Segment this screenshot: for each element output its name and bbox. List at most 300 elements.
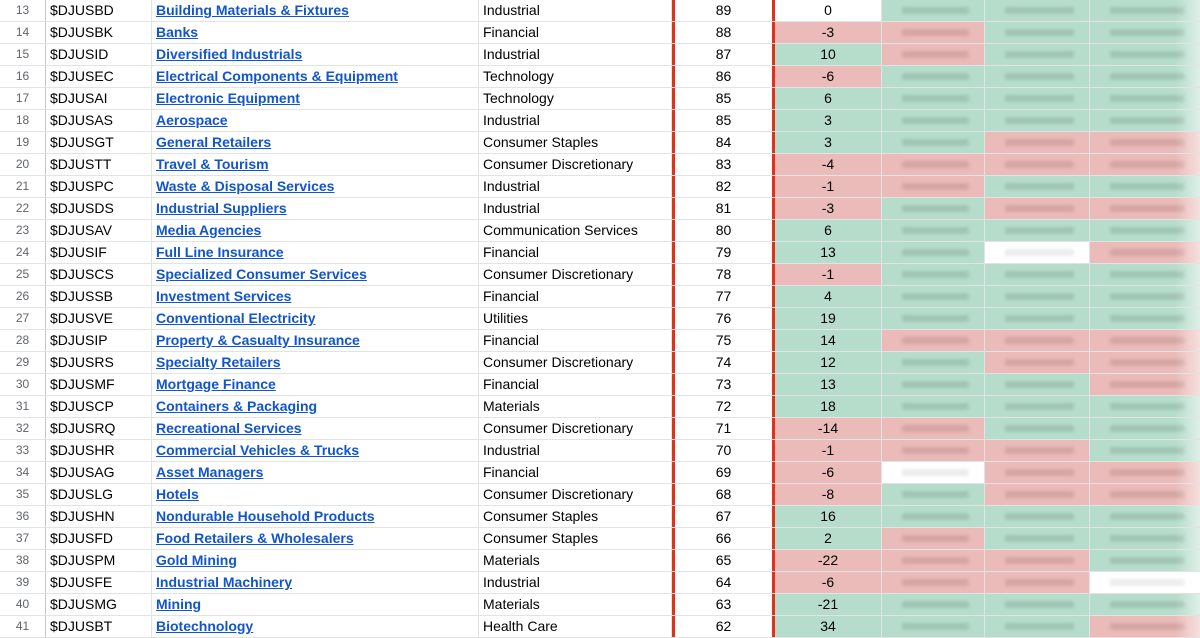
blurred-cell-2[interactable] <box>985 594 1090 615</box>
blurred-cell-1[interactable] <box>882 484 985 505</box>
industry-name-cell[interactable] <box>152 132 479 153</box>
score-cell[interactable]: 84 <box>672 132 775 153</box>
score-cell[interactable]: 63 <box>672 594 775 615</box>
ticker-cell[interactable]: $DJUSFE <box>46 572 152 593</box>
blurred-cell-3[interactable] <box>1090 308 1200 329</box>
blurred-cell-3[interactable] <box>1090 396 1200 417</box>
blurred-cell-1[interactable] <box>882 22 985 43</box>
sector-cell[interactable]: Financial <box>479 22 672 43</box>
delta-cell[interactable]: -6 <box>775 462 882 483</box>
industry-link[interactable]: Industrial Machinery <box>156 574 293 590</box>
blurred-cell-2[interactable] <box>985 220 1090 241</box>
blurred-cell-2[interactable] <box>985 506 1090 527</box>
blurred-cell-2[interactable] <box>985 330 1090 351</box>
delta-cell[interactable]: -21 <box>775 594 882 615</box>
delta-cell[interactable]: 0 <box>775 0 882 21</box>
ticker-cell[interactable]: $DJUSSB <box>46 286 152 307</box>
blurred-cell-2[interactable] <box>985 264 1090 285</box>
industry-link[interactable]: Mortgage Finance <box>156 376 276 392</box>
blurred-cell-2[interactable] <box>985 176 1090 197</box>
industry-name-cell[interactable] <box>152 572 479 593</box>
ticker-cell[interactable]: $DJUSRQ <box>46 418 152 439</box>
industry-name-cell[interactable] <box>152 418 479 439</box>
blurred-cell-1[interactable] <box>882 572 985 593</box>
delta-cell[interactable]: -1 <box>775 176 882 197</box>
sector-cell[interactable]: Financial <box>479 374 672 395</box>
redacted-content <box>902 535 969 542</box>
blurred-cell-2[interactable] <box>985 286 1090 307</box>
delta-cell[interactable]: 16 <box>775 506 882 527</box>
redacted-content <box>902 447 969 454</box>
row-number[interactable]: 17 <box>0 88 46 109</box>
blurred-cell-1[interactable] <box>882 330 985 351</box>
blurred-cell-2[interactable] <box>985 440 1090 461</box>
blurred-cell-1[interactable] <box>882 528 985 549</box>
table-row <box>0 484 1200 506</box>
ticker-cell[interactable]: $DJUSAG <box>46 462 152 483</box>
row-number[interactable]: 35 <box>0 484 46 505</box>
sector-cell[interactable]: Industrial <box>479 110 672 131</box>
industry-name-cell[interactable] <box>152 242 479 263</box>
row-number[interactable]: 29 <box>0 352 46 373</box>
score-cell[interactable]: 67 <box>672 506 775 527</box>
delta-cell[interactable]: 3 <box>775 110 882 131</box>
industry-link[interactable]: Full Line Insurance <box>156 244 284 260</box>
ticker-cell[interactable]: $DJUSBT <box>46 616 152 637</box>
ticker-cell[interactable]: $DJUSTT <box>46 154 152 175</box>
ticker-cell[interactable]: $DJUSIF <box>46 242 152 263</box>
blurred-cell-2[interactable] <box>985 88 1090 109</box>
sector-cell[interactable]: Materials <box>479 396 672 417</box>
blurred-cell-3[interactable] <box>1090 198 1200 219</box>
sector-cell[interactable]: Consumer Discretionary <box>479 154 672 175</box>
delta-cell[interactable]: 3 <box>775 132 882 153</box>
ticker-cell[interactable]: $DJUSCS <box>46 264 152 285</box>
blurred-cell-2[interactable] <box>985 550 1090 571</box>
redacted-content <box>1005 579 1074 586</box>
ticker-cell[interactable]: $DJUSBK <box>46 22 152 43</box>
blurred-cell-1[interactable] <box>882 88 985 109</box>
score-cell[interactable]: 72 <box>672 396 775 417</box>
sector-cell[interactable]: Communication Services <box>479 220 672 241</box>
sector-cell[interactable]: Financial <box>479 242 672 263</box>
sector-cell[interactable]: Technology <box>479 66 672 87</box>
delta-cell[interactable]: 34 <box>775 616 882 637</box>
blurred-cell-3[interactable] <box>1090 484 1200 505</box>
blurred-cell-2[interactable] <box>985 132 1090 153</box>
blurred-cell-1[interactable] <box>882 418 985 439</box>
blurred-cell-2[interactable] <box>985 374 1090 395</box>
score-cell[interactable]: 88 <box>672 22 775 43</box>
industry-link[interactable]: Industrial Suppliers <box>156 200 287 216</box>
blurred-cell-1[interactable] <box>882 616 985 637</box>
blurred-cell-1[interactable] <box>882 220 985 241</box>
blurred-cell-2[interactable] <box>985 484 1090 505</box>
industry-link[interactable]: Electronic Equipment <box>156 90 300 106</box>
row-number[interactable]: 18 <box>0 110 46 131</box>
industry-name-cell[interactable] <box>152 462 479 483</box>
ticker-cell[interactable]: $DJUSPC <box>46 176 152 197</box>
industry-name-cell[interactable] <box>152 594 479 615</box>
industry-link[interactable]: Waste & Disposal Services <box>156 178 335 194</box>
industry-name-cell[interactable] <box>152 22 479 43</box>
industry-name-cell[interactable] <box>152 484 479 505</box>
score-cell[interactable]: 69 <box>672 462 775 483</box>
blurred-cell-2[interactable] <box>985 0 1090 21</box>
row-number[interactable]: 15 <box>0 44 46 65</box>
industry-link[interactable]: Asset Managers <box>156 464 264 480</box>
ticker-cell[interactable]: $DJUSMF <box>46 374 152 395</box>
blurred-cell-1[interactable] <box>882 242 985 263</box>
ticker-cell[interactable]: $DJUSHN <box>46 506 152 527</box>
industry-name-cell[interactable] <box>152 66 479 87</box>
row-number[interactable]: 19 <box>0 132 46 153</box>
industry-name-cell[interactable] <box>152 88 479 109</box>
row-number[interactable]: 22 <box>0 198 46 219</box>
blurred-cell-3[interactable] <box>1090 242 1200 263</box>
row-number[interactable]: 36 <box>0 506 46 527</box>
delta-cell[interactable]: -6 <box>775 572 882 593</box>
score-cell[interactable]: 79 <box>672 242 775 263</box>
blurred-cell-2[interactable] <box>985 572 1090 593</box>
ticker-cell[interactable]: $DJUSEC <box>46 66 152 87</box>
sector-cell[interactable]: Technology <box>479 88 672 109</box>
blurred-cell-1[interactable] <box>882 0 985 21</box>
blurred-cell-2[interactable] <box>985 616 1090 637</box>
ticker-cell[interactable]: $DJUSGT <box>46 132 152 153</box>
sector-cell[interactable]: Health Care <box>479 616 672 637</box>
blurred-cell-3[interactable] <box>1090 220 1200 241</box>
blurred-cell-3[interactable] <box>1090 330 1200 351</box>
score-cell[interactable]: 81 <box>672 198 775 219</box>
score-cell[interactable]: 64 <box>672 572 775 593</box>
ticker-cell[interactable]: $DJUSBD <box>46 0 152 21</box>
blurred-cell-2[interactable] <box>985 66 1090 87</box>
industry-name-cell[interactable] <box>152 550 479 571</box>
industry-link[interactable]: Mining <box>156 596 202 612</box>
sector-cell[interactable]: Consumer Discretionary <box>479 418 672 439</box>
blurred-cell-3[interactable] <box>1090 528 1200 549</box>
ticker-cell[interactable]: $DJUSFD <box>46 528 152 549</box>
blurred-cell-2[interactable] <box>985 418 1090 439</box>
blurred-cell-3[interactable] <box>1090 374 1200 395</box>
blurred-cell-2[interactable] <box>985 308 1090 329</box>
blurred-cell-3[interactable] <box>1090 616 1200 637</box>
industry-name-cell[interactable] <box>152 110 479 131</box>
blurred-cell-1[interactable] <box>882 462 985 483</box>
blurred-cell-1[interactable] <box>882 352 985 373</box>
industry-link[interactable]: Aerospace <box>156 112 228 128</box>
sector-cell[interactable]: Materials <box>479 550 672 571</box>
ticker-cell[interactable]: $DJUSPM <box>46 550 152 571</box>
industry-name-cell[interactable] <box>152 286 479 307</box>
ticker-cell[interactable]: $DJUSCP <box>46 396 152 417</box>
score-cell[interactable]: 78 <box>672 264 775 285</box>
delta-cell[interactable]: 19 <box>775 308 882 329</box>
industry-name-cell[interactable] <box>152 396 479 417</box>
row-number[interactable]: 30 <box>0 374 46 395</box>
ticker-cell[interactable]: $DJUSAS <box>46 110 152 131</box>
row-number[interactable]: 28 <box>0 330 46 351</box>
blurred-cell-2[interactable] <box>985 352 1090 373</box>
blurred-cell-3[interactable] <box>1090 352 1200 373</box>
ticker-cell[interactable]: $DJUSMG <box>46 594 152 615</box>
blurred-cell-2[interactable] <box>985 22 1090 43</box>
score-cell[interactable]: 76 <box>672 308 775 329</box>
blurred-cell-1[interactable] <box>882 176 985 197</box>
row-number[interactable]: 24 <box>0 242 46 263</box>
blurred-cell-3[interactable] <box>1090 110 1200 131</box>
ticker-cell[interactable]: $DJUSLG <box>46 484 152 505</box>
row-number[interactable]: 14 <box>0 22 46 43</box>
score-cell[interactable]: 75 <box>672 330 775 351</box>
delta-cell[interactable]: -14 <box>775 418 882 439</box>
delta-cell[interactable]: -1 <box>775 264 882 285</box>
blurred-cell-3[interactable] <box>1090 0 1200 21</box>
row-number[interactable]: 16 <box>0 66 46 87</box>
row-number[interactable]: 27 <box>0 308 46 329</box>
sector-cell[interactable]: Industrial <box>479 176 672 197</box>
ticker-cell[interactable]: $DJUSIP <box>46 330 152 351</box>
blurred-cell-2[interactable] <box>985 462 1090 483</box>
blurred-cell-3[interactable] <box>1090 88 1200 109</box>
score-cell[interactable]: 86 <box>672 66 775 87</box>
industry-link[interactable]: Electrical Components & Equipment <box>156 68 398 84</box>
blurred-cell-3[interactable] <box>1090 154 1200 175</box>
score-cell[interactable]: 85 <box>672 110 775 131</box>
ticker-cell[interactable]: $DJUSHR <box>46 440 152 461</box>
delta-cell[interactable]: 6 <box>775 88 882 109</box>
blurred-cell-3[interactable] <box>1090 66 1200 87</box>
row-number[interactable]: 38 <box>0 550 46 571</box>
ticker-cell[interactable]: $DJUSVE <box>46 308 152 329</box>
industry-name-cell[interactable] <box>152 220 479 241</box>
blurred-cell-3[interactable] <box>1090 550 1200 571</box>
row-number[interactable]: 31 <box>0 396 46 417</box>
blurred-cell-3[interactable] <box>1090 22 1200 43</box>
blurred-cell-3[interactable] <box>1090 132 1200 153</box>
blurred-cell-1[interactable] <box>882 264 985 285</box>
industry-name-cell[interactable] <box>152 616 479 637</box>
blurred-cell-2[interactable] <box>985 44 1090 65</box>
score-cell[interactable]: 80 <box>672 220 775 241</box>
delta-cell[interactable]: -3 <box>775 22 882 43</box>
blurred-cell-3[interactable] <box>1090 286 1200 307</box>
delta-cell[interactable]: 18 <box>775 396 882 417</box>
sector-cell[interactable]: Industrial <box>479 198 672 219</box>
sector-cell[interactable]: Consumer Discretionary <box>479 264 672 285</box>
blurred-cell-1[interactable] <box>882 594 985 615</box>
row-number[interactable]: 37 <box>0 528 46 549</box>
delta-cell[interactable]: -4 <box>775 154 882 175</box>
blurred-cell-3[interactable] <box>1090 264 1200 285</box>
blurred-cell-1[interactable] <box>882 44 985 65</box>
industry-name-cell[interactable] <box>152 352 479 373</box>
score-cell[interactable]: 77 <box>672 286 775 307</box>
blurred-cell-3[interactable] <box>1090 594 1200 615</box>
score-cell[interactable]: 89 <box>672 0 775 21</box>
redacted-content <box>1110 205 1185 212</box>
score-cell[interactable]: 73 <box>672 374 775 395</box>
industry-link[interactable]: Gold Mining <box>156 552 237 568</box>
industry-link[interactable]: Investment Services <box>156 288 292 304</box>
industry-name-cell[interactable] <box>152 264 479 285</box>
delta-cell[interactable]: -3 <box>775 198 882 219</box>
sector-cell[interactable]: Consumer Discretionary <box>479 352 672 373</box>
sector-cell[interactable]: Consumer Discretionary <box>479 484 672 505</box>
blurred-cell-1[interactable] <box>882 132 985 153</box>
blurred-cell-2[interactable] <box>985 110 1090 131</box>
delta-cell[interactable]: 12 <box>775 352 882 373</box>
blurred-cell-2[interactable] <box>985 528 1090 549</box>
blurred-cell-1[interactable] <box>882 374 985 395</box>
industry-link[interactable]: Food Retailers & Wholesalers <box>156 530 354 546</box>
row-number[interactable]: 39 <box>0 572 46 593</box>
score-cell[interactable]: 62 <box>672 616 775 637</box>
delta-cell[interactable]: 10 <box>775 44 882 65</box>
blurred-cell-2[interactable] <box>985 242 1090 263</box>
blurred-cell-3[interactable] <box>1090 418 1200 439</box>
ticker-cell[interactable]: $DJUSAV <box>46 220 152 241</box>
industry-name-cell[interactable] <box>152 506 479 527</box>
blurred-cell-1[interactable] <box>882 198 985 219</box>
row-number[interactable]: 32 <box>0 418 46 439</box>
blurred-cell-1[interactable] <box>882 506 985 527</box>
blurred-cell-3[interactable] <box>1090 572 1200 593</box>
industry-name-cell[interactable] <box>152 374 479 395</box>
row-number[interactable]: 25 <box>0 264 46 285</box>
industry-link[interactable]: Conventional Electricity <box>156 310 316 326</box>
row-number[interactable]: 40 <box>0 594 46 615</box>
score-cell[interactable]: 83 <box>672 154 775 175</box>
delta-cell[interactable]: 2 <box>775 528 882 549</box>
industry-name-cell[interactable] <box>152 330 479 351</box>
industry-link[interactable]: Commercial Vehicles & Trucks <box>156 442 360 458</box>
delta-cell[interactable]: -22 <box>775 550 882 571</box>
score-cell[interactable]: 70 <box>672 440 775 461</box>
industry-link[interactable]: Building Materials & Fixtures <box>156 2 349 18</box>
delta-cell[interactable]: 14 <box>775 330 882 351</box>
delta-cell[interactable]: -8 <box>775 484 882 505</box>
row-number[interactable]: 13 <box>0 0 46 21</box>
sector-cell[interactable]: Utilities <box>479 308 672 329</box>
delta-cell[interactable]: 13 <box>775 242 882 263</box>
ticker-cell[interactable]: $DJUSAI <box>46 88 152 109</box>
score-cell[interactable]: 65 <box>672 550 775 571</box>
redacted-content <box>902 29 969 36</box>
industry-link[interactable]: Property & Casualty Insurance <box>156 332 360 348</box>
blurred-cell-1[interactable] <box>882 550 985 571</box>
ticker-cell[interactable]: $DJUSID <box>46 44 152 65</box>
industry-link[interactable]: Banks <box>156 24 199 40</box>
redacted-content <box>1005 139 1074 146</box>
blurred-cell-1[interactable] <box>882 66 985 87</box>
redacted-content <box>902 139 969 146</box>
industry-link[interactable]: Hotels <box>156 486 199 502</box>
industry-name-cell[interactable] <box>152 0 479 21</box>
delta-cell[interactable]: -1 <box>775 440 882 461</box>
blurred-cell-3[interactable] <box>1090 44 1200 65</box>
sector-cell[interactable]: Consumer Staples <box>479 132 672 153</box>
score-cell[interactable]: 71 <box>672 418 775 439</box>
ticker-cell[interactable]: $DJUSDS <box>46 198 152 219</box>
row-number[interactable]: 26 <box>0 286 46 307</box>
blurred-cell-1[interactable] <box>882 396 985 417</box>
sector-cell[interactable]: Industrial <box>479 0 672 21</box>
sector-cell[interactable]: Financial <box>479 330 672 351</box>
industry-name-cell[interactable] <box>152 176 479 197</box>
score-cell[interactable]: 85 <box>672 88 775 109</box>
blurred-cell-3[interactable] <box>1090 462 1200 483</box>
row-number[interactable]: 34 <box>0 462 46 483</box>
blurred-cell-1[interactable] <box>882 154 985 175</box>
industry-link[interactable]: Diversified Industrials <box>156 46 303 62</box>
industry-link[interactable]: Biotechnology <box>156 618 254 634</box>
row-number[interactable]: 23 <box>0 220 46 241</box>
blurred-cell-2[interactable] <box>985 154 1090 175</box>
sector-cell[interactable]: Financial <box>479 462 672 483</box>
industry-link[interactable]: Specialty Retailers <box>156 354 281 370</box>
delta-cell[interactable]: -6 <box>775 66 882 87</box>
blurred-cell-2[interactable] <box>985 198 1090 219</box>
score-cell[interactable]: 87 <box>672 44 775 65</box>
industry-link[interactable]: Travel & Tourism <box>156 156 269 172</box>
blurred-cell-2[interactable] <box>985 396 1090 417</box>
blurred-cell-3[interactable] <box>1090 176 1200 197</box>
sector-cell[interactable]: Consumer Staples <box>479 506 672 527</box>
industry-name-cell[interactable] <box>152 308 479 329</box>
blurred-cell-1[interactable] <box>882 308 985 329</box>
redacted-content <box>1005 315 1074 322</box>
blurred-cell-1[interactable] <box>882 110 985 131</box>
blurred-cell-1[interactable] <box>882 440 985 461</box>
industry-name-cell[interactable] <box>152 528 479 549</box>
delta-cell[interactable]: 13 <box>775 374 882 395</box>
ticker-cell[interactable]: $DJUSRS <box>46 352 152 373</box>
industry-name-cell[interactable] <box>152 154 479 175</box>
blurred-cell-3[interactable] <box>1090 506 1200 527</box>
delta-cell[interactable]: 4 <box>775 286 882 307</box>
delta-cell[interactable]: 6 <box>775 220 882 241</box>
redacted-content <box>1005 271 1074 278</box>
score-cell[interactable]: 82 <box>672 176 775 197</box>
industry-link[interactable]: Containers & Packaging <box>156 398 318 414</box>
sector-cell[interactable]: Industrial <box>479 440 672 461</box>
score-cell[interactable]: 66 <box>672 528 775 549</box>
row-number[interactable]: 33 <box>0 440 46 461</box>
sector-cell[interactable]: Industrial <box>479 44 672 65</box>
sector-cell[interactable]: Consumer Staples <box>479 528 672 549</box>
score-cell[interactable]: 74 <box>672 352 775 373</box>
blurred-cell-1[interactable] <box>882 286 985 307</box>
score-cell[interactable]: 68 <box>672 484 775 505</box>
row-number[interactable]: 21 <box>0 176 46 197</box>
row-number[interactable]: 20 <box>0 154 46 175</box>
industry-link[interactable]: Media Agencies <box>156 222 262 238</box>
industry-name-cell[interactable] <box>152 198 479 219</box>
row-number[interactable]: 41 <box>0 616 46 637</box>
industry-link[interactable]: Recreational Services <box>156 420 302 436</box>
sector-cell[interactable]: Financial <box>479 286 672 307</box>
industry-link[interactable]: Nondurable Household Products <box>156 508 375 524</box>
industry-name-cell[interactable] <box>152 44 479 65</box>
industry-link[interactable]: General Retailers <box>156 134 272 150</box>
industry-name-cell[interactable] <box>152 440 479 461</box>
blurred-cell-3[interactable] <box>1090 440 1200 461</box>
industry-link[interactable]: Specialized Consumer Services <box>156 266 367 282</box>
sector-cell[interactable]: Industrial <box>479 572 672 593</box>
sector-cell[interactable]: Materials <box>479 594 672 615</box>
